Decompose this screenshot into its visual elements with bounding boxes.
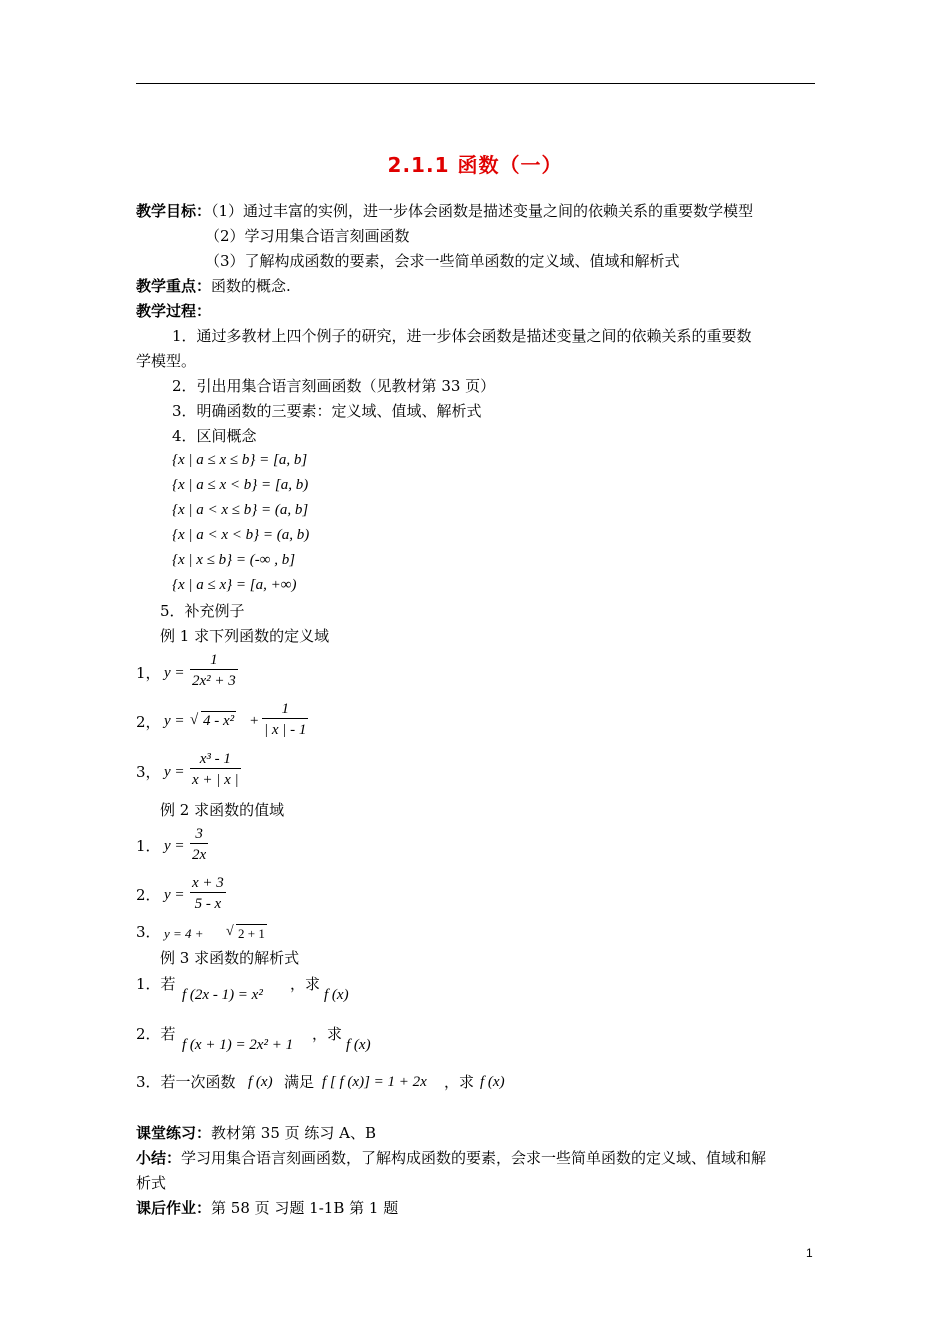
example3-prob1-num: 1．若 [136, 975, 176, 993]
example1-num-3: 3， [136, 763, 161, 781]
process-label: 教学过程： [136, 302, 212, 320]
example3-prob1-expr: f (2x - 1) = x² [182, 987, 263, 1003]
example2-num-3: 3． [136, 923, 161, 941]
summary-text-b: 析式 [136, 1174, 167, 1192]
example1-y-3: y = [164, 764, 185, 780]
page-number: 1 [806, 1246, 813, 1260]
focus-text: 函数的概念. [211, 277, 291, 295]
example1-fraction-2 [262, 700, 308, 739]
objective-item-2: （2）学习用集合语言刻画函数 [205, 227, 410, 245]
fraction-numerator: x³ - 1 [199, 751, 231, 767]
summary-line-1 [136, 1148, 766, 1168]
example2-expr-3: y = 4 + [164, 926, 204, 941]
fraction-numerator: 1 [210, 652, 218, 668]
objectives-label: 教学目标： [136, 202, 212, 220]
example3-prob1-ask: ，求 [290, 975, 321, 993]
sqrt-sign-icon: √ [226, 924, 234, 939]
practice-label: 课堂练习： [136, 1124, 212, 1142]
document-title: 2.1.1 函数（一） [387, 153, 563, 177]
example1-num-2: 2， [136, 713, 161, 731]
homework-label: 课后作业： [136, 1199, 212, 1217]
example3-prob2-expr: f (x + 1) = 2x² + 1 [182, 1037, 294, 1053]
example2-fraction-1 [190, 825, 208, 864]
example3-prob3-c: ，求 [444, 1073, 475, 1091]
process-step-1b: 学模型。 [136, 352, 197, 370]
process-step-5: 5．补充例子 [160, 602, 245, 620]
example3-prob3-a: 3．若一次函数 [136, 1073, 236, 1091]
example2-root-3: 2 + 1 [238, 926, 265, 941]
interval-3: {x | a < x ≤ b} = (a, b] [172, 502, 309, 518]
example2-y-1: y = [164, 838, 185, 854]
example3-prob3-fx: f (x) [248, 1074, 273, 1090]
objectives-line-1 [136, 201, 753, 221]
process-step-2: 2．引出用集合语言刻画函数（见教材第 33 页） [172, 377, 496, 395]
example3-prob2-target: f (x) [346, 1037, 371, 1053]
summary-label: 小结： [136, 1149, 182, 1167]
process-step-3: 3．明确函数的三要素：定义域、值域、解析式 [172, 402, 482, 420]
example3-heading: 例 3 求函数的解析式 [160, 949, 300, 967]
interval-2: {x | a ≤ x < b} = [a, b) [172, 477, 309, 493]
example2-heading: 例 2 求函数的值域 [160, 801, 285, 819]
interval-5: {x | x ≤ b} = (-∞ , b] [172, 552, 296, 568]
example3-prob1-target: f (x) [324, 987, 349, 1003]
interval-6: {x | a ≤ x} = [a, +∞) [172, 577, 297, 593]
interval-1: {x | a ≤ x ≤ b} = [a, b] [172, 452, 308, 468]
interval-4: {x | a < x < b} = (a, b) [172, 527, 310, 543]
example3-prob3-b: 满足 [284, 1073, 315, 1091]
objective-item-3: （3）了解构成函数的要素，会求一些简单函数的定义域、值域和解析式 [205, 252, 680, 270]
fraction-numerator: x + 3 [192, 875, 224, 891]
example2-num-2: 2． [136, 886, 161, 904]
fraction-denominator: 5 - x [190, 892, 226, 913]
example2-fraction-2 [190, 874, 226, 913]
example1-fraction-3 [190, 750, 241, 789]
example3-prob2-num: 2．若 [136, 1025, 176, 1043]
example1-fraction-1 [190, 651, 238, 690]
fraction-numerator: 1 [281, 701, 289, 717]
example1-root-2: 4 - x² [203, 713, 235, 729]
example2-num-1: 1． [136, 837, 161, 855]
example3-prob3-expr: f [ f (x)] = 1 + 2x [322, 1074, 427, 1090]
example2-y-2: y = [164, 887, 185, 903]
practice-line [136, 1123, 376, 1143]
process-step-1a: 1．通过多教材上四个例子的研究，进一步体会函数是描述变量之间的依赖关系的重要数 [172, 327, 752, 345]
example3-prob2-ask: ，求 [312, 1025, 343, 1043]
practice-text: 教材第 35 页 练习 A、B [211, 1124, 377, 1142]
fraction-denominator: 2x² + 3 [190, 669, 238, 690]
objective-item-1: （1）通过丰富的实例，进一步体会函数是描述变量之间的依赖关系的重要数学模型 [211, 202, 754, 220]
sqrt-sign-icon: √ [190, 712, 199, 728]
focus-line [136, 276, 291, 296]
header-rule [136, 83, 815, 84]
process-step-4: 4．区间概念 [172, 427, 257, 445]
fraction-denominator: | x | - 1 [262, 718, 308, 739]
focus-label: 教学重点： [136, 277, 212, 295]
example1-plus-2: + [250, 713, 259, 729]
homework-text: 第 58 页 习题 1-1B 第 1 题 [211, 1199, 399, 1217]
homework-line [136, 1198, 398, 1218]
fraction-denominator: x + | x | [190, 768, 241, 789]
fraction-denominator: 2x [190, 843, 208, 864]
example1-heading: 例 1 求下列函数的定义域 [160, 627, 330, 645]
example1-y-2: y = [164, 713, 185, 729]
summary-text-a: 学习用集合语言刻画函数，了解构成函数的要素，会求一些简单函数的定义域、值域和解 [181, 1149, 767, 1167]
example1-num-1: 1， [136, 664, 161, 682]
example3-prob3-target: f (x) [480, 1074, 505, 1090]
example1-y-1: y = [164, 665, 185, 681]
fraction-numerator: 3 [195, 826, 203, 842]
